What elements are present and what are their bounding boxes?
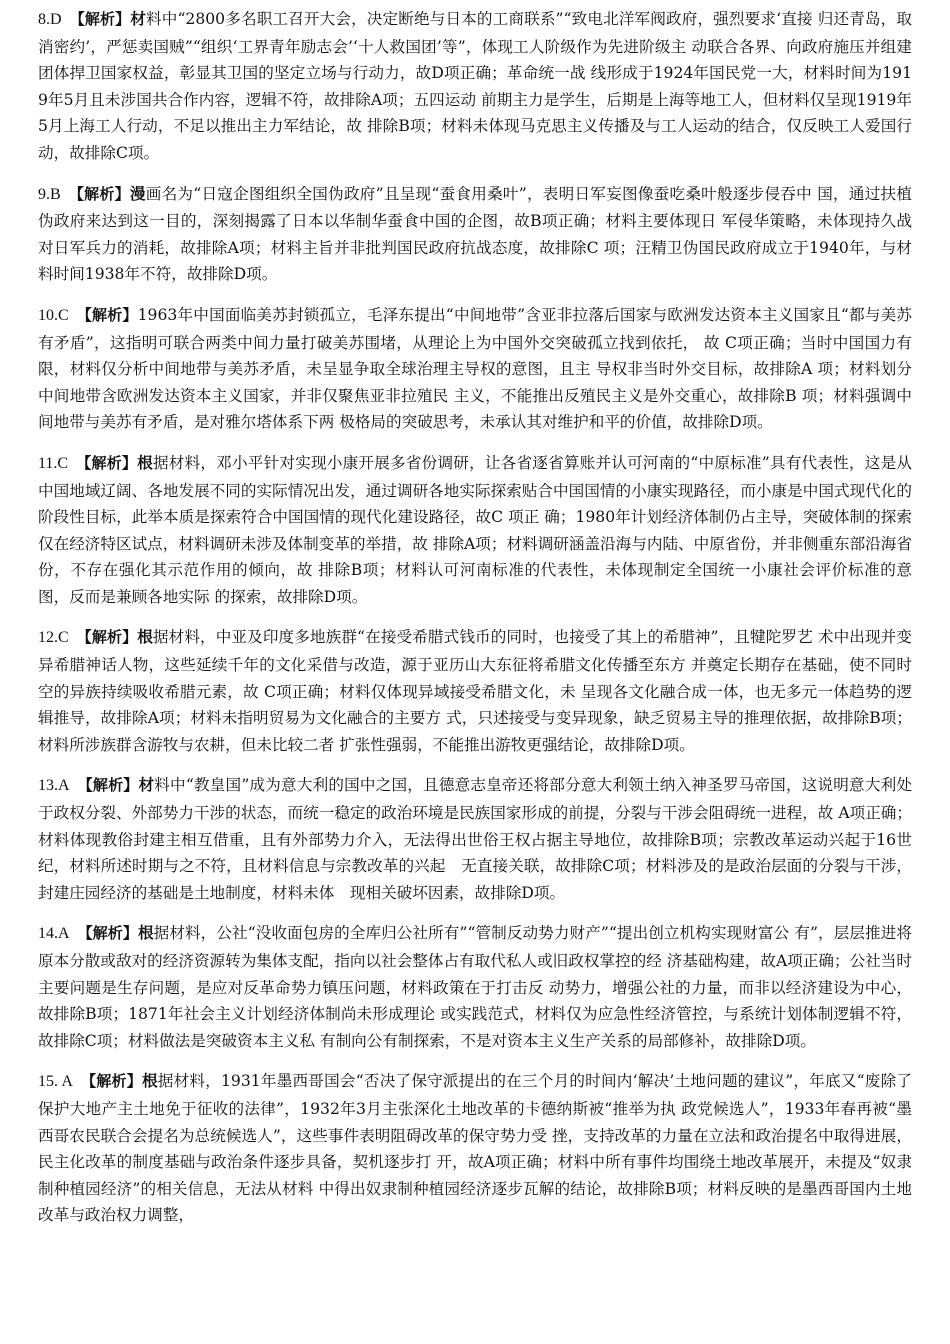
question-number: 14.A	[38, 925, 70, 943]
analysis-tag: 【解析】	[77, 776, 139, 795]
question-number: 15. A	[38, 1073, 73, 1091]
explanation-text: 画名为“日寇企图组织全国伪政府”且呈现“蚕食用桑叶”，表明日军妄图像蚕吃桑叶般逐步侵吞中 国，通过扶植伪政府来达到这一目的，深刻揭露了日本以华制华蚕食中国的企图，故B项正确；材料主要体现日 军侵华策略，未体现持久战对日军兵力的消耗，故排除A项；材料主旨并非批判国民政府抗战态度，故排除C 项；汪精卫伪国民政府成立于1940年，与材料时间1938年不符，故排除D项。	[38, 184, 912, 284]
lead-char: 根	[141, 1071, 158, 1091]
analysis-tag: 【解析】	[76, 305, 138, 324]
explanation-text: 据材料，邓小平针对实现小康开展多省份调研，让各省逐省算账并认可河南的“中原标准”具有代表性，这是从中国地域辽阔、各地发展不同的实际情况出发，通过调研各地实际探索贴合中国国情的小康实现路径，而小康是中国式现代化的阶段性目标，此举本质是探索符合中国国情的现代化建设路径，故C 项正 确；1980年计划经济体制仍占主导，突破体制的探索仅在经济特区试点，材料调研未涉及体制变革的举措，故 排除A项；材料调研涵盖沿海与内陆、中原省份，并非侧重东部沿海省份，不存在强化其示范作用的倾向，故 排除B项；材料认可河南标准的代表性，未体现制定全国统一小康社会评价标准的意图，反而是兼顾各地实际 的探索，故排除D项。	[38, 453, 912, 606]
lead-char: 材	[130, 9, 146, 28]
answer-item-8	[38, 6, 912, 167]
question-number: 9.B	[38, 185, 61, 203]
explanation-text: 据材料，1931年墨西哥国会“否决了保守派提出的在三个月的时间内‘解决’土地问题的建议”，年底又“废除了保护大地产主土地免于征收的法律”，1932年3月主张深化土地改革的卡德纳斯被“推举为执 政党候选人”，1933年春再被“墨西哥农民联合会提名为总统候选人”，这些事件表明阻碍改革的保守势力受 挫，支持改革的力量在立法和政治提名中取得进展，民主化改革的制度基础与政治条件逐步具备，契机逐步打 开，故A项正确；材料中所有事件均围绕土地改革展开，未提及“奴隶制种植园经济”的相关信息，无法从材料 中得出奴隶制种植园经济逐步瓦解的结论，故排除B项；材料反映的是墨西哥国内土地改革与政治权力调整，	[38, 1072, 912, 1225]
explanation-text: 据材料，中亚及印度多地族群“在接受希腊式钱币的同时，也接受了其上的希腊神”，且犍陀罗艺 术中出现并变异希腊神话人物，这些延续千年的文化采借与改造，源于亚历山大东征将希腊文化传播至东方 并奠定长期存在基础，使不同时空的异族持续吸收希腊元素，故 C项正确；材料仅体现异域接受希腊文化，未 呈现各文化融合成一体，也无多元一体趋势的逻辑推导，故排除A项；材料未指明贸易为文化融合的主要方 式，只述接受与变异现象，缺乏贸易主导的推理依据，故排除B项；材料所涉族群含游牧与农耕，但未比较二者 扩张性强弱，不能推出游牧更强结论，故排除D项。	[38, 628, 912, 754]
analysis-tag: 【解析】	[77, 924, 138, 943]
answer-item-14	[38, 920, 912, 1054]
answer-item-11	[38, 450, 912, 611]
question-number: 11.C	[38, 454, 69, 472]
analysis-tag: 【解析】	[80, 1072, 142, 1091]
explanation-text: 1963年中国面临美苏封锁孤立，毛泽东提出“中间地带”含亚非拉落后国家与欧洲发达资本主义国家且“都与美苏有矛盾”，这指明可联合两类中间力量打破美苏围堵，从理论上为中国外交突破孤立找到依托， 故 C项正确；当时中国国力有限，材料仅分析中间地带与美苏矛盾，未呈显争取全球治理主导权的意图，且主 导权非当时外交目标，故排除A 项；材料划分中间地带含欧洲发达资本主义国家，并非仅聚焦亚非拉殖民 主义，不能推出反殖民主义是外交重心，故排除B 项；材料强调中间地带与美苏有矛盾，是对雅尔塔体系下两 极格局的突破思考，未承认其对维护和平的价值，故排除D项。	[38, 305, 912, 432]
analysis-tag: 【解析】	[76, 453, 138, 472]
answer-item-9	[38, 181, 912, 288]
analysis-tag: 【解析】	[69, 10, 131, 28]
question-number: 12.C	[38, 629, 69, 647]
explanation-text: 据材料，公社“没收面包房的全库归公社所有”“管制反动势力财产”“提出创立机构实现财富公 有”，层层推进将原本分散或敌对的经济资源转为集体支配，指向以社会整体占有取代私人或旧政权掌控的经 济基础构建，故A项正确；公社当时主要问题是生存问题，是应对反革命势力镇压问题，材料政策在于打击反 动势力，增强公社的力量，而非以经济建设为中心，故排除B项；1871年社会主义计划经济体制尚未形成理论 或实践范式，材料仅为应急性经济管控，与系统计划体制逻辑不符，故排除C项；材料做法是突破资本主义私 有制向公有制探索，不是对资本主义生产关系的局部修补，故排除D项。	[38, 924, 912, 1050]
explanation-text: 料中“2800多名职工召开大会，决定断绝与日本的工商联系”“致电北洋军阀政府，强烈要求‘直接 归还青岛，取消密约’，严惩卖国贼”“组织‘工界青年励志会’‘十人救国团’等”，体现工人阶级作为先进阶级主 动联合各界、向政府施压并组建团体捍卫国家权益，彰显其卫国的坚定立场与行动力，故D项正确；革命统一战 线形成于1924年国民党一大，材料时间为1919年5月且未涉国共合作内容，逻辑不符，故排除A项；五四运动 前期主力是学生，后期是上海等地工人，但材料仅呈现1919年5月上海工人行动，不足以推出主力军结论，故 排除B项；材料未体现马克思主义传播及与工人运动的结合，仅反映工人爱国行动，故排除C项。	[38, 10, 912, 162]
answer-item-15	[38, 1068, 912, 1229]
explanation-text: 料中“教皇国”成为意大利的国中之国，且德意志皇帝还将部分意大利领土纳入神圣罗马帝国，这说明意大利处于政权分裂、外部势力干涉的状态，而统一稳定的政治环境是民族国家形成的前提，分裂与干涉会阻碍统一进程，故 A项正确；材料体现教俗封建主相互借重，且有外部势力介入，无法得出世俗王权占据主导地位，故排除B项；宗教改革运动兴起于16世纪，材料所述时期与之不符，且材料信息与宗教改革的兴起 无直接关联，故排除C项；材料涉及的是政治层面的分裂与干涉，封建庄园经济的基础是土地制度，材料未体 现相关破坏因素，故排除D项。	[38, 776, 912, 902]
lead-char: 根	[137, 627, 153, 647]
analysis-tag: 【解析】	[68, 184, 130, 203]
answer-item-13	[38, 772, 912, 906]
analysis-tag: 【解析】	[76, 628, 138, 647]
lead-char: 根	[137, 923, 154, 943]
question-number: 10.C	[38, 306, 69, 324]
answer-explanations	[38, 6, 912, 1243]
question-number: 13.A	[38, 777, 70, 795]
answer-item-12	[38, 624, 912, 758]
answer-item-10	[38, 302, 912, 436]
question-number: 8.D	[38, 11, 62, 28]
lead-char: 漫	[129, 183, 146, 203]
lead-char: 根	[137, 452, 153, 472]
lead-char: 材	[138, 775, 155, 795]
